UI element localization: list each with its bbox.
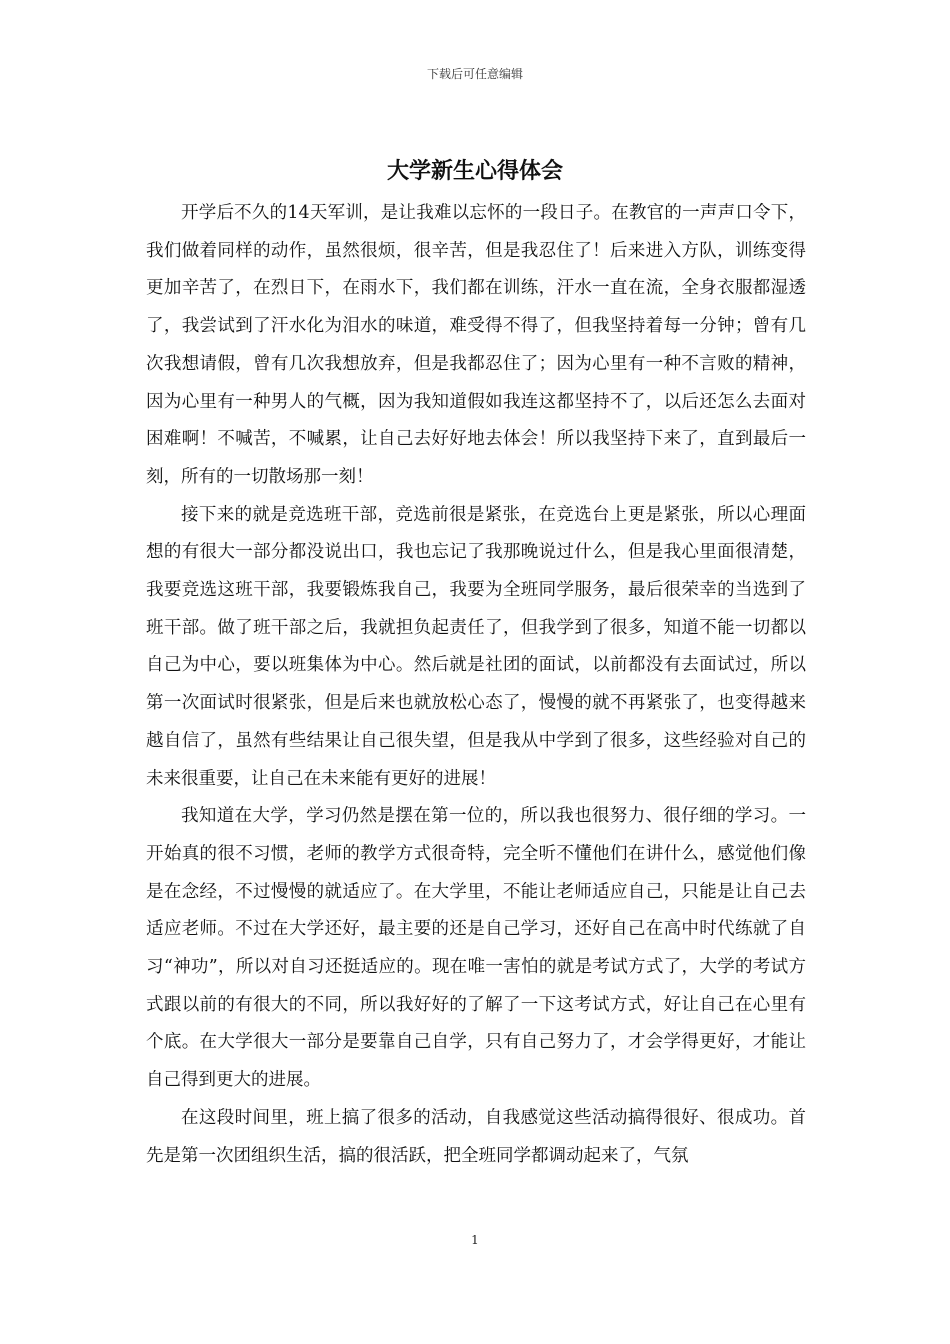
- document-body: [146, 195, 806, 1175]
- document-title: 大学新生心得体会: [386, 158, 563, 184]
- page-number: 1: [471, 1233, 479, 1247]
- paragraph-class-cadre: 接下来的就是竞选班干部，竞选前很是紧张，在竞选台上更是紧张，所以心理面想的有很大一部分都没说出口，我也忘记了我那晚说过什么，但是我心里面很清楚，我要竞选这班干部，我要锻炼我自己，我要为全班同学服务，最后很荣幸的当选到了班干部。做了班干部之后，我就担负起责任了，但我学到了很多，知道不能一切都以自己为中心，要以班集体为中心。然后就是社团的面试，以前都没有去面试过，所以第一次面试时很紧张，但是后来也就放松心态了，慢慢的就不再紧张了，也变得越来越自信了，虽然有些结果让自己很失望，但是我从中学到了很多，这些经验对自己的未来很重要，让自己在未来能有更好的进展！: [146, 504, 806, 789]
- paragraph-military-training: 开学后不久的14天军训，是让我难以忘怀的一段日子。在教官的一声声口令下，我们做着同样的动作，虽然很烦，很辛苦，但是我忍住了！后来进入方队，训练变得更加辛苦了，在烈日下，在雨水下，我们都在训练，汗水一直在流，全身衣服都湿透了，我尝试到了汗水化为泪水的味道，难受得不得了，但我坚持着每一分钟；曾有几次我想请假，曾有几次我想放弃，但是我都忍住了；因为心里有一种不言败的精神，因为心里有一种男人的气概，因为我知道假如我连这都坚持不了，以后还怎么去面对困难啊！不喊苦，不喊累，让自己去好好地去体会！所以我坚持下来了，直到最后一刻，所有的一切散场那一刻！: [146, 203, 806, 487]
- header-note: 下载后可任意编辑: [426, 67, 523, 81]
- paragraph-study: 我知道在大学，学习仍然是摆在第一位的，所以我也很努力、很仔细的学习。一开始真的很不习惯，老师的教学方式很奇特，完全听不懂他们在讲什么，感觉他们像是在念经，不过慢慢的就适应了。在大学里，不能让老师适应自己，只能是让自己去适应老师。不过在大学还好，最主要的还是自己学习，还好自己在高中时代练就了自习“神功”，所以对自习还挺适应的。现在唯一害怕的就是考试方式了，大学的考试方式跟以前的有很大的不同，所以我好好的了解了一下这考试方式，好让自己在心里有个底。在大学很大一部分是要靠自己自学，只有自己努力了，才会学得更好，才能让自己得到更大的进展。: [146, 806, 806, 1091]
- paragraph-activities: 在这段时间里，班上搞了很多的活动，自我感觉这些活动搞得很好、很成功。首先是第一次团组织生活，搞的很活跃，把全班同学都调动起来了，气氛: [146, 1107, 806, 1166]
